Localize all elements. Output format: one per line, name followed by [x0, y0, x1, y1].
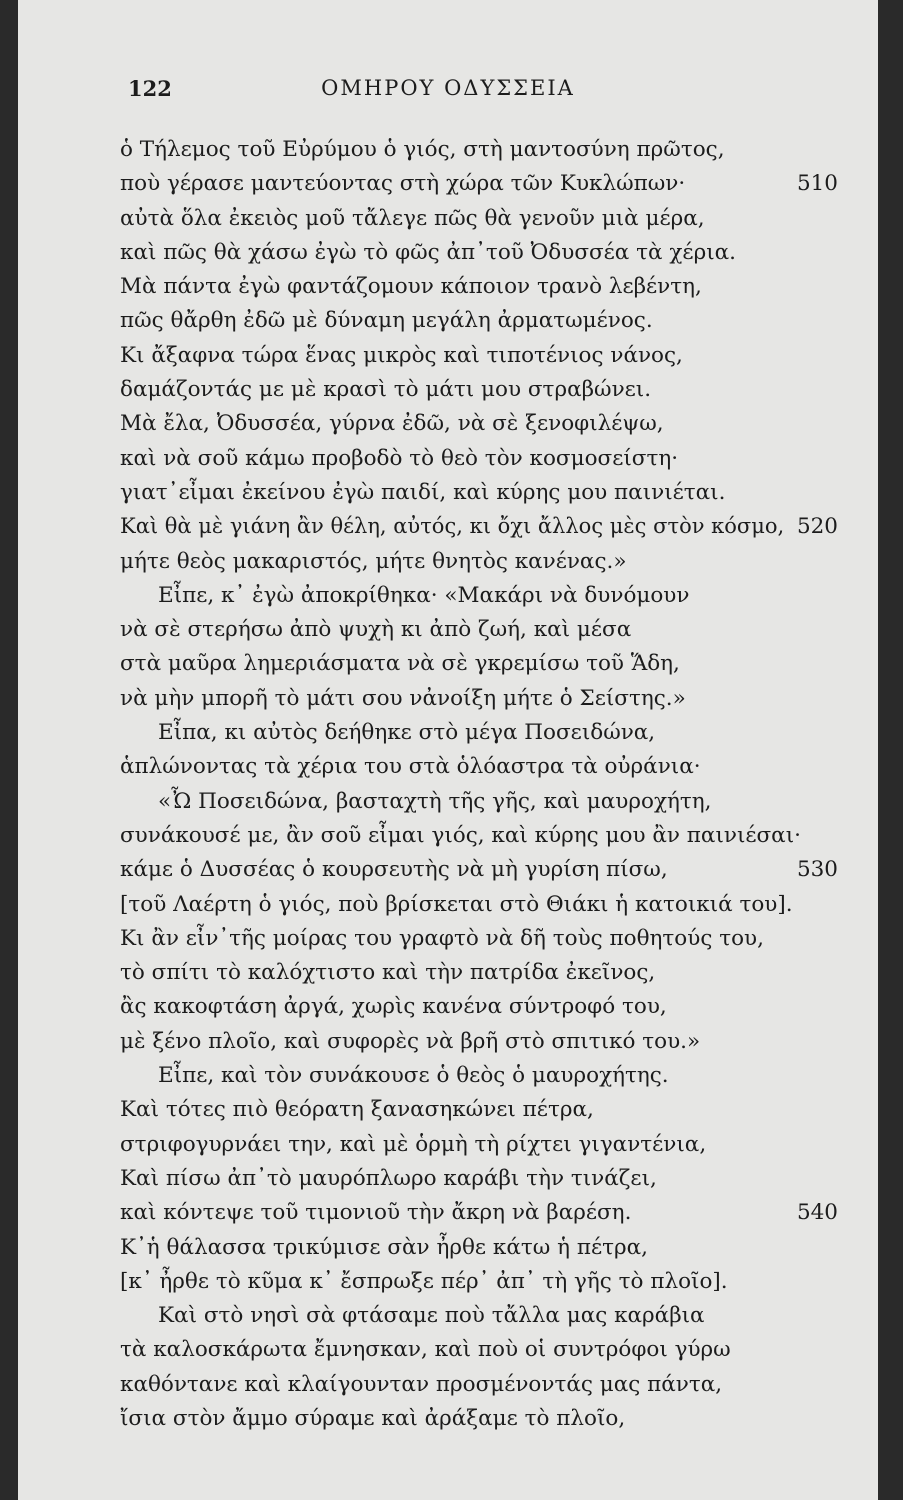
- verse-line: [18, 308, 878, 342]
- verse-line: [18, 720, 878, 754]
- running-title: ΟΜΗΡΟΥ ΟΔΥΣΣΕΙΑ: [321, 76, 575, 100]
- verse-text: Κ᾿ἡ θάλασσα τρικύμισε σὰν ἦρθε κάτω ἡ πέτρα,: [120, 1234, 648, 1260]
- verse-text: καὶ νὰ σοῦ κάμω προβοδὸ τὸ θεὸ τὸν κοσμοσείστη·: [120, 445, 679, 471]
- verse-line: [18, 446, 878, 480]
- verse-line: [18, 617, 878, 651]
- verse-text: ἂς κακοφτάση ἀργά, χωρὶς κανένα σύντροφό του,: [120, 994, 667, 1020]
- verse-line: [18, 857, 878, 891]
- verse-line: [18, 240, 878, 274]
- verse-line: [18, 1132, 878, 1166]
- verse-line: [18, 1337, 878, 1371]
- verse-line: [18, 686, 878, 720]
- verse-line: [18, 1372, 878, 1406]
- verse-text: καθόντανε καὶ κλαίγουνταν προσμένοντάς μας πάντα,: [120, 1371, 723, 1397]
- verse-text: μήτε θεὸς μακαριστός, μήτε θνητὸς κανένας.»: [120, 548, 627, 574]
- verse-text: Καὶ στὸ νησὶ σὰ φτάσαμε ποὺ τἄλλα μας καράβια: [158, 1303, 705, 1329]
- verse-text: ἁπλώνοντας τὰ χέρια του στὰ ὁλόαστρα τὰ οὐράνια·: [120, 754, 701, 780]
- verse-text: κάμε ὁ Δυσσέας ὁ κουρσευτὴς νὰ μὴ γυρίση πίσω,: [120, 857, 668, 883]
- verse-line: [18, 1063, 878, 1097]
- verse-line: [18, 583, 878, 617]
- verse-line: [18, 514, 878, 548]
- verse-text: Εἶπα, κι αὐτὸς δεήθηκε στὸ μέγα Ποσειδώνα,: [158, 720, 656, 746]
- verse-line: [18, 754, 878, 788]
- verse-line: [18, 274, 878, 308]
- verse-text: Καὶ τότες πιὸ θεόρατη ξανασηκώνει πέτρα,: [120, 1097, 594, 1123]
- verse-line: [18, 892, 878, 926]
- verse-line: [18, 926, 878, 960]
- verse-text: μὲ ξένο πλοῖο, καὶ συφορὲς νὰ βρῆ στὸ σπιτικό του.»: [120, 1028, 701, 1054]
- line-number: 540: [796, 1200, 838, 1226]
- verse-text: καὶ πῶς θὰ χάσω ἐγὼ τὸ φῶς ἀπ᾿τοῦ Ὀδυσσέα τὰ χέρια.: [120, 239, 736, 265]
- verse-text: γιατ᾿εἶμαι ἐκείνου ἐγὼ παιδί, καὶ κύρης μου παινιέται.: [120, 479, 726, 505]
- verse-line: [18, 549, 878, 583]
- verse-text: Κι ἄξαφνα τώρα ἕνας μικρὸς καὶ τιποτένιος νάνος,: [120, 342, 683, 368]
- verse-line: [18, 994, 878, 1028]
- verse-text: τὸ σπίτι τὸ καλόχτιστο καὶ τὴν πατρίδα ἐκεῖνος,: [120, 960, 656, 986]
- verse-line: [18, 137, 878, 171]
- verse-text: ἴσια στὸν ἄμμο σύραμε καὶ ἀράξαμε τὸ πλοῖο,: [120, 1405, 626, 1431]
- verse-line: [18, 1269, 878, 1303]
- page-number: 122: [128, 76, 172, 101]
- verse-text: [τοῦ Λαέρτη ὁ γιός, ποὺ βρίσκεται στὸ Θιάκι ἡ κατοικιά του].: [120, 891, 793, 917]
- verse-line: [18, 377, 878, 411]
- verse-text: Κι ἂν εἶν᾿τῆς μοίρας του γραφτὸ νὰ δῆ τοὺς ποθητούς του,: [120, 925, 764, 951]
- verse-text: νὰ μὴν μπορῆ τὸ μάτι σου νἀνοίξη μήτε ὁ Σείστης.»: [120, 685, 686, 711]
- verse-line: [18, 1166, 878, 1200]
- verse-line: [18, 1029, 878, 1063]
- line-number: 510: [796, 171, 838, 197]
- verse-text: «Ὦ Ποσειδώνα, βασταχτὴ τῆς γῆς, καὶ μαυροχήτη,: [158, 788, 712, 814]
- verse-text: Εἶπε, κ᾿ ἐγὼ ἀποκρίθηκα· «Μακάρι νὰ δυνόμουν: [158, 582, 690, 608]
- verse-text: συνάκουσέ με, ἂν σοῦ εἶμαι γιός, καὶ κύρης μου ἂν παινιέσαι·: [120, 822, 801, 848]
- verse-line: [18, 1303, 878, 1337]
- verse-text: Καὶ πίσω ἀπ᾿τὸ μαυρόπλωρο καράβι τὴν τινάζει,: [120, 1165, 657, 1191]
- page-header: [18, 76, 878, 110]
- verse-line: [18, 343, 878, 377]
- verse-line: [18, 1406, 878, 1440]
- verse-text: στὰ μαῦρα λημεριάσματα νὰ σὲ γκρεμίσω τοῦ Ἅδη,: [120, 651, 680, 677]
- book-page: [18, 0, 878, 1500]
- verse-line: [18, 1200, 878, 1234]
- verse-text: καὶ κόντεψε τοῦ τιμονιοῦ τὴν ἄκρη νὰ βαρέση.: [120, 1200, 632, 1226]
- verse-text: ποὺ γέρασε μαντεύοντας στὴ χώρα τῶν Κυκλώπων·: [120, 171, 686, 197]
- verse-text: Μὰ ἔλα, Ὀδυσσέα, γύρνα ἐδῶ, νὰ σὲ ξενοφιλέψω,: [120, 411, 664, 437]
- verse-line: [18, 1097, 878, 1131]
- verse-text: τὰ καλοσκάρωτα ἔμνησκαν, καὶ ποὺ οἱ συντρόφοι γύρω: [120, 1337, 731, 1363]
- verse-text: [κ᾿ ἦρθε τὸ κῦμα κ᾿ ἔσπρωξε πέρ᾿ ἀπ᾿ τὴ γῆς τὸ πλοῖο].: [120, 1268, 728, 1294]
- verse-text: πῶς θἄρθη ἐδῶ μὲ δύναμη μεγάλη ἀρματωμένος.: [120, 308, 653, 334]
- verse-line: [18, 171, 878, 205]
- verse-line: [18, 480, 878, 514]
- verse-line: [18, 1235, 878, 1269]
- verse-line: [18, 789, 878, 823]
- verse-text: ὁ Τήλεμος τοῦ Εὐρύμου ὁ γιός, στὴ μαντοσύνη πρῶτος,: [120, 137, 725, 162]
- verse-text: νὰ σὲ στερήσω ἀπὸ ψυχὴ κι ἀπὸ ζωή, καὶ μέσα: [120, 617, 632, 643]
- verse-text: στριφογυρνάει την, καὶ μὲ ὁρμὴ τὴ ρίχτει γιγαντένια,: [120, 1131, 707, 1157]
- verse-text: Καὶ θὰ μὲ γιάνη ἂν θέλη, αὐτός, κι ὄχι ἄλλος μὲς στὸν κόσμο,: [120, 514, 785, 539]
- verse-text: αὐτὰ ὅλα ἐκειὸς μοῦ τἄλεγε πῶς θὰ γενοῦν μιὰ μέρα,: [120, 205, 705, 231]
- page-edge: [878, 0, 903, 1500]
- poem-text: [18, 137, 878, 1440]
- verse-text: Μὰ πάντα ἐγὼ φαντάζομουν κάποιον τρανὸ λεβέντη,: [120, 274, 702, 300]
- verse-line: [18, 411, 878, 445]
- verse-text: Εἶπε, καὶ τὸν συνάκουσε ὁ θεὸς ὁ μαυροχήτης.: [158, 1063, 669, 1089]
- verse-text: δαμάζοντάς με μὲ κρασὶ τὸ μάτι μου στραβώνει.: [120, 377, 652, 403]
- verse-line: [18, 823, 878, 857]
- verse-line: [18, 206, 878, 240]
- line-number: 530: [796, 857, 838, 883]
- line-number: 520: [796, 514, 838, 540]
- verse-line: [18, 651, 878, 685]
- verse-line: [18, 960, 878, 994]
